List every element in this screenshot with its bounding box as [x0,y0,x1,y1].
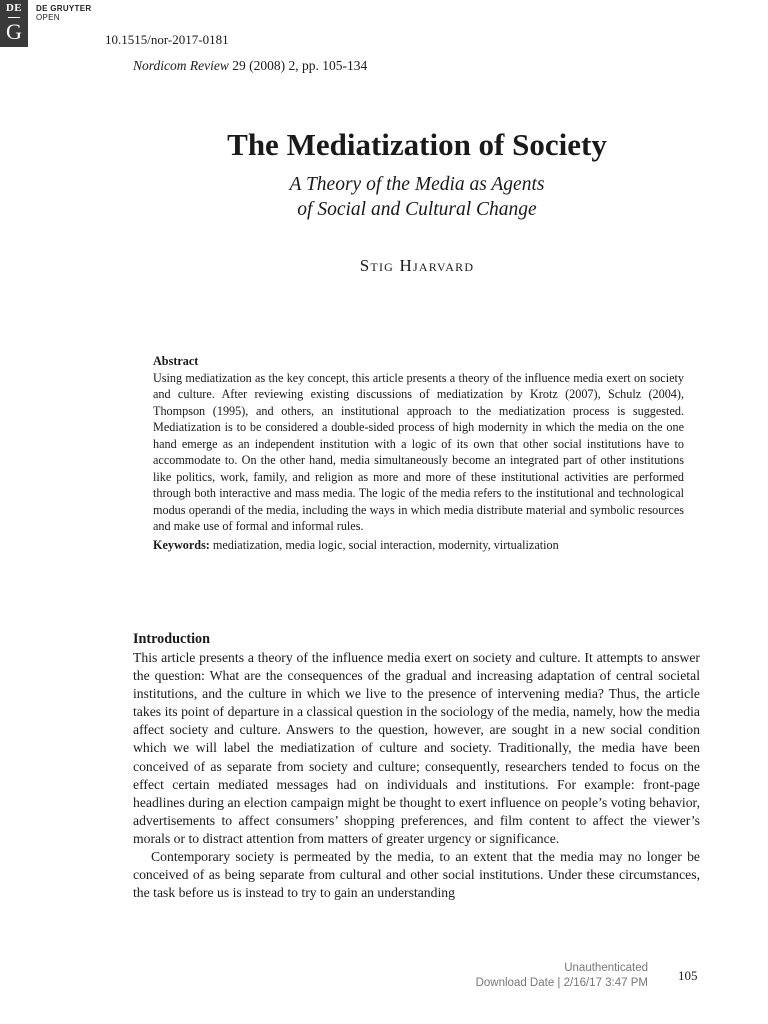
auth-status: Unauthenticated [564,962,648,974]
publisher-name-text: DE GRUYTER [36,4,92,13]
download-note [476,961,648,991]
journal-name: Nordicom Review [133,58,229,73]
subtitle-line-1: A Theory of the Media as Agents [289,174,545,195]
page-number: 105 [678,968,698,983]
introduction-paragraph-1: This article presents a theory of the influence media exert on society and culture. It attempts to answer the question: What are the consequences of the gradual and increasing adaptation of central societal institutions, and the culture in which we live to the presence of intervening media? Thus, the article takes its point of departure in a classical question in the sociology of the media, namely, how the media affect society and culture. Answers to the question, however, are sought in a new social condition which we will label the mediatization of culture and society. Traditionally, the media have been conceived of as separate from society and culture; consequently, researchers tended to focus on the effect certain mediated messages had on individuals and institutions. For example: front-page headlines during an election campaign might be thought to exert influence on people’s voting behavior, advertisements to affect consumers’ shopping preferences, and film content to affect the viewer’s morals or to distract attention from matters of greater urgency or significance. [133,650,700,846]
keywords-list: mediatization, media logic, social interaction, modernity, virtualization [209,537,559,552]
abstract-text: Using mediatization as the key concept, this article presents a theory of the influence media exert on society and culture. After reviewing existing discussions of mediatization by Krotz (2007), Schulz (2004), Thompson (1995), and others, an institutional approach to the mediatization process is suggested. Mediatization is to be considered a double-sided process of high modernity in which the media on the one hand emerge as an independent institution with a logic of its own that other social institutions have to accommodate to. On the other hand, media simultaneously become an integrated part of other institutions like politics, work, family, and religion as more and more of these institutional activities are performed through both interactive and mass media. The logic of the media refers to the institutional and technological modus operandi of the media, including the ways in which media distribute material and symbolic resources and make use of formal and informal rules. [153,370,684,533]
logo-bottom-text: G [6,19,22,44]
doi: 10.1515/nor-2017-0181 [105,32,229,47]
logo-divider [8,17,20,18]
subtitle-line-2: of Social and Cultural Change [297,199,537,220]
abstract-label: Abstract [153,354,199,368]
publisher-sub-text: OPEN [36,13,60,22]
article-subtitle [0,172,768,222]
download-date: Download Date | 2/16/17 3:47 PM [475,977,648,989]
logo-top-text: DE [5,2,23,14]
publisher-name [36,4,91,22]
introduction-section [133,629,700,902]
article-title: The Mediatization of Society [227,127,607,162]
journal-citation [133,58,367,74]
introduction-paragraph-2: Contemporary society is permeated by the media, to an extent that the media may no longer be conceived of as being separate from cultural and other social institutions. Under these circumstances, the task before us is instead to try to gain an understanding [133,849,700,901]
keywords-label: Keywords: [153,537,210,552]
abstract [153,353,684,553]
keywords [153,537,684,554]
journal-volume: 29 (2008) 2, pp. 105-134 [228,58,368,73]
author-name: Stig Hjarvard [359,256,475,275]
introduction-heading: Introduction [133,631,210,647]
publisher-logo [0,0,28,47]
